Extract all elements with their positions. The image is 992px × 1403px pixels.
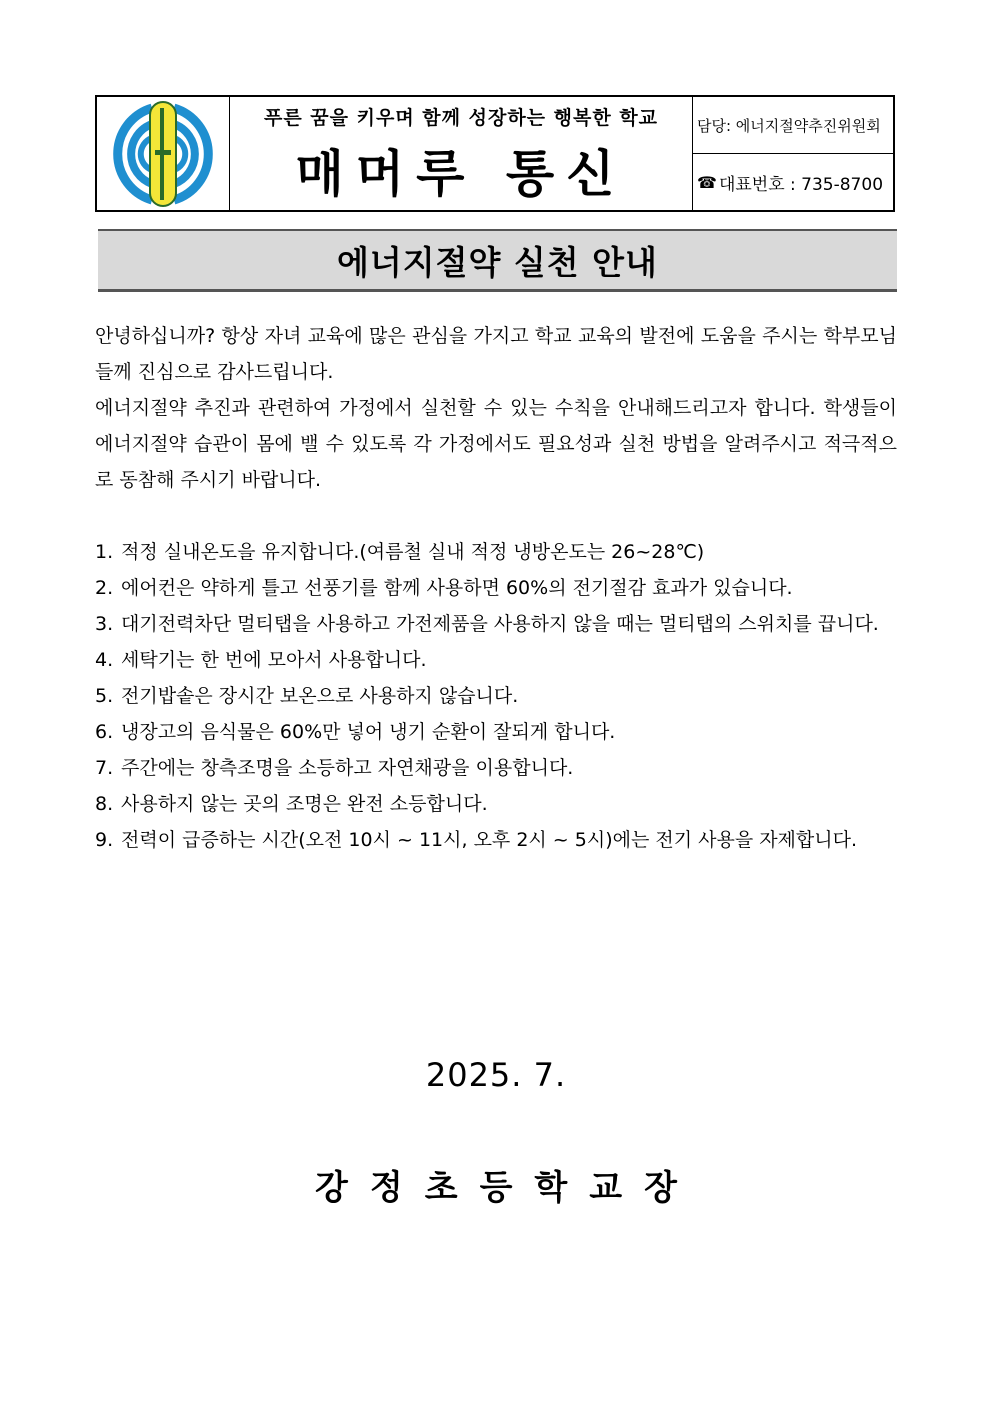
list-item-number: 9. — [95, 829, 114, 851]
phone-number: 대표번호 : 735-8700 — [718, 174, 884, 195]
list-item — [95, 642, 897, 678]
list-item-text: 적정 실내온도을 유지합니다.(여름철 실내 적정 냉방온도는 26~28℃) — [121, 541, 705, 563]
list-item-text: 전기밥솥은 장시간 보온으로 사용하지 않습니다. — [121, 685, 519, 707]
intro-paragraph-2: 에너지절약 추진과 관련하여 가정에서 실천할 수 있는 수칙을 안내해드리고자 합니다. 학생들이 에너지절약 습관이 몸에 밸 수 있도록 각 가정에서도 필요성과 실천 방법을 알려주시고 적극적으로 동참해 주시기 바랍니다. — [95, 397, 897, 491]
issue-date: 2025. 7. — [425, 1056, 567, 1094]
document-body — [95, 318, 897, 858]
list-item — [95, 786, 897, 822]
list-item-text: 주간에는 창측조명을 소등하고 자연채광을 이용합니다. — [121, 757, 574, 779]
list-item-number: 4. — [95, 649, 114, 671]
list-item-number: 7. — [95, 757, 114, 779]
document-title: 에너지절약 실천 안내 — [337, 242, 658, 282]
list-item-number: 1. — [95, 541, 114, 563]
list-item — [95, 534, 897, 570]
list-item-text: 에어컨은 약하게 틀고 선풍기를 함께 사용하면 60%의 전기절감 효과가 있습니다. — [121, 577, 793, 599]
newsletter-name: 매머루 통신 — [295, 145, 627, 203]
list-item — [95, 606, 897, 642]
newsletter-header — [95, 95, 895, 212]
list-item-text: 전력이 급증하는 시간(오전 10시 ~ 11시, 오후 2시 ~ 5시)에는 전기 사용을 자제합니다. — [121, 829, 858, 851]
list-item-text: 냉장고의 음식물은 60%만 넣어 냉기 순환이 잘되게 합니다. — [121, 721, 616, 743]
list-item-text: 대기전력차단 멀티탭을 사용하고 가전제품을 사용하지 않을 때는 멀티탭의 스위치를 끕니다. — [121, 613, 879, 635]
list-item-number: 6. — [95, 721, 114, 743]
list-item-text: 세탁기는 한 번에 모아서 사용합니다. — [121, 649, 427, 671]
list-item-number: 8. — [95, 793, 114, 815]
phone-icon: ☎ — [697, 172, 717, 192]
intro-section — [95, 318, 897, 498]
list-item — [95, 750, 897, 786]
list-item-number: 2. — [95, 577, 114, 599]
list-item-number: 5. — [95, 685, 114, 707]
school-emblem-icon — [100, 98, 226, 210]
info-cell — [693, 97, 893, 210]
list-item — [95, 678, 897, 714]
title-cell — [230, 97, 693, 210]
list-item-text: 사용하지 않는 곳의 조명은 완전 소등합니다. — [121, 793, 488, 815]
phone-info — [693, 153, 893, 210]
list-item — [95, 822, 897, 858]
list-item — [95, 570, 897, 606]
list-item — [95, 714, 897, 750]
intro-paragraph-1: 안녕하십니까? 항상 자녀 교육에 많은 관심을 가지고 학교 교육의 발전에 도움을 주시는 학부모님들께 진심으로 감사드립니다. — [95, 325, 897, 383]
contact-info: 담당: 에너지절약추진위원회 — [697, 116, 881, 135]
school-slogan: 푸른 꿈을 키우며 함께 성장하는 행복한 학교 — [263, 107, 659, 129]
rules-list — [95, 534, 897, 858]
signature: 강정초등학교장 — [315, 1168, 699, 1208]
list-item-number: 3. — [95, 613, 114, 635]
logo-cell — [97, 97, 230, 210]
title-banner — [98, 229, 897, 292]
